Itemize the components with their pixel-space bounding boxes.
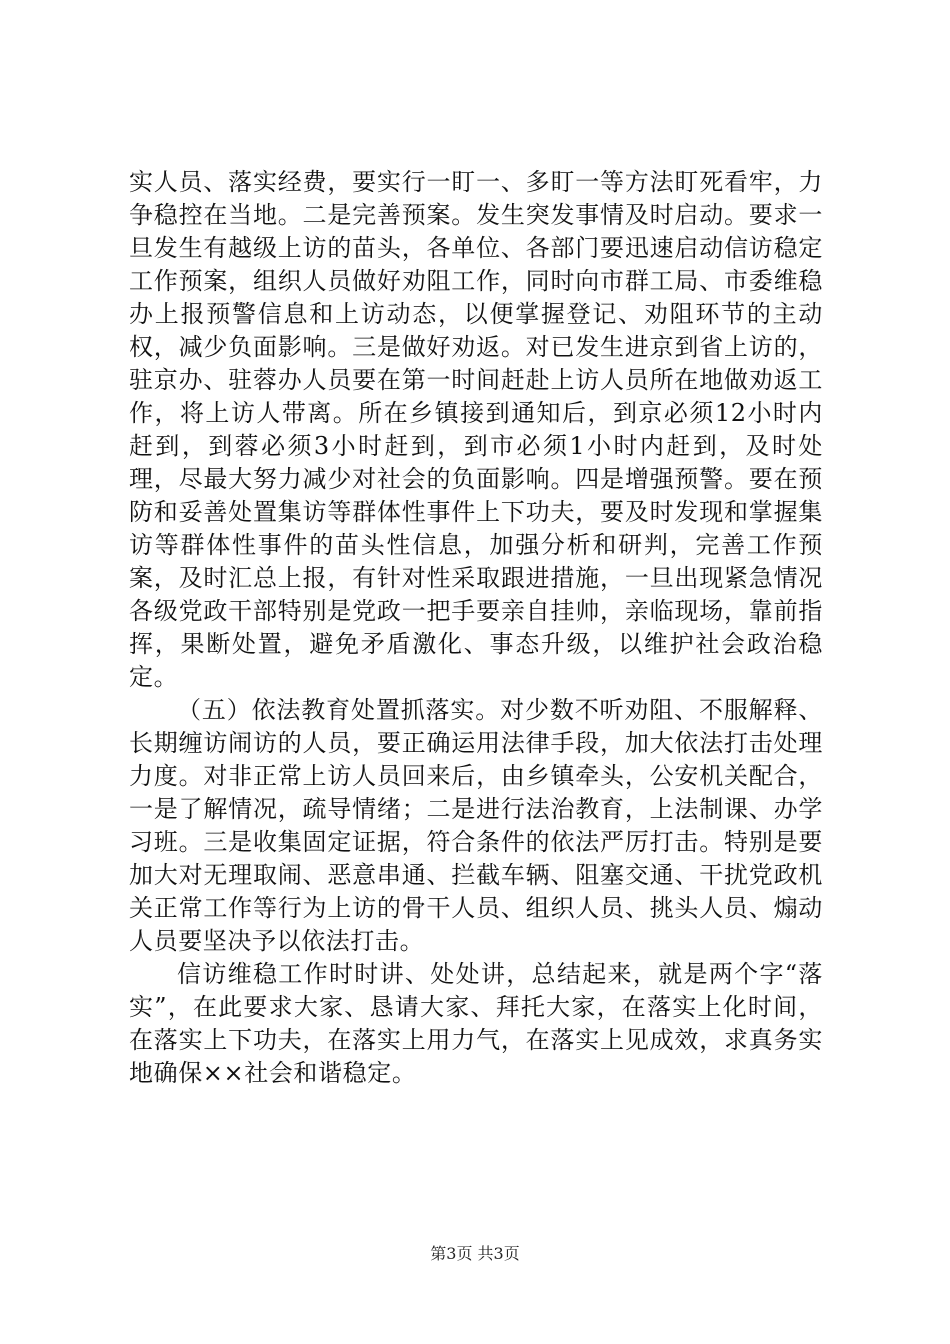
paragraph-1: 实人员、落实经费，要实行一盯一、多盯一等方法盯死看牢，力争稳控在当地。二是完善预案。发生突发事情及时启动。要求一旦发生有越级上访的苗头，各单位、各部门要迅速启动信访稳定工作预案，组织人员做好劝阻工作，同时向市群工局、市委维稳办上报预警信息和上访动态，以便掌握登记、劝阻环节的主动权，减少负面影响。三是做好劝返。对已发生进京到省上访的，驻京办、驻蓉办人员要在第一时间赶赴上访人员所在地做劝返工作，将上访人带离。所在乡镇接到通知后，到京必须12小时内赶到，到蓉必须3小时赶到，到市必须1小时内赶到，及时处理，尽最大努力减少对社会的负面影响。四是增强预警。要在预防和妥善处置集访等群体性事件上下功夫，要及时发现和掌握集访等群体性事件的苗头性信息，加强分析和研判，完善工作预案，及时汇总上报，有针对性采取跟进措施，一旦出现紧急情况各级党政干部特别是党政一把手要亲自挂帅，亲临现场，靠前指挥，果断处置，避免矛盾激化、事态升级，以维护社会政治稳定。 <box>129 168 823 691</box>
document-body <box>129 166 823 1090</box>
page-footer: 第3页 共3页 <box>430 1244 520 1263</box>
paragraph-2: （五）依法教育处置抓落实。对少数不听劝阻、不服解释、长期缠访闹访的人员，要正确运用法律手段，加大依法打击处理力度。对非正常上访人员回来后，由乡镇牵头，公安机关配合，一是了解情况，疏导情绪；二是进行法治教育，上法制课、办学习班。三是收集固定证据，符合条件的依法严厉打击。特别是要加大对无理取闹、恶意串通、拦截车辆、阻塞交通、干扰党政机关正常工作等行为上访的骨干人员、组织人员、挑头人员、煽动人员要坚决予以依法打击。 <box>129 696 823 955</box>
paragraph-3: 信访维稳工作时时讲、处处讲，总结起来，就是两个字“落实”，在此要求大家、恳请大家、拜托大家，在落实上化时间，在落实上下功夫，在落实上用力气，在落实上见成效，求真务实地确保××社会和谐稳定。 <box>129 960 823 1087</box>
